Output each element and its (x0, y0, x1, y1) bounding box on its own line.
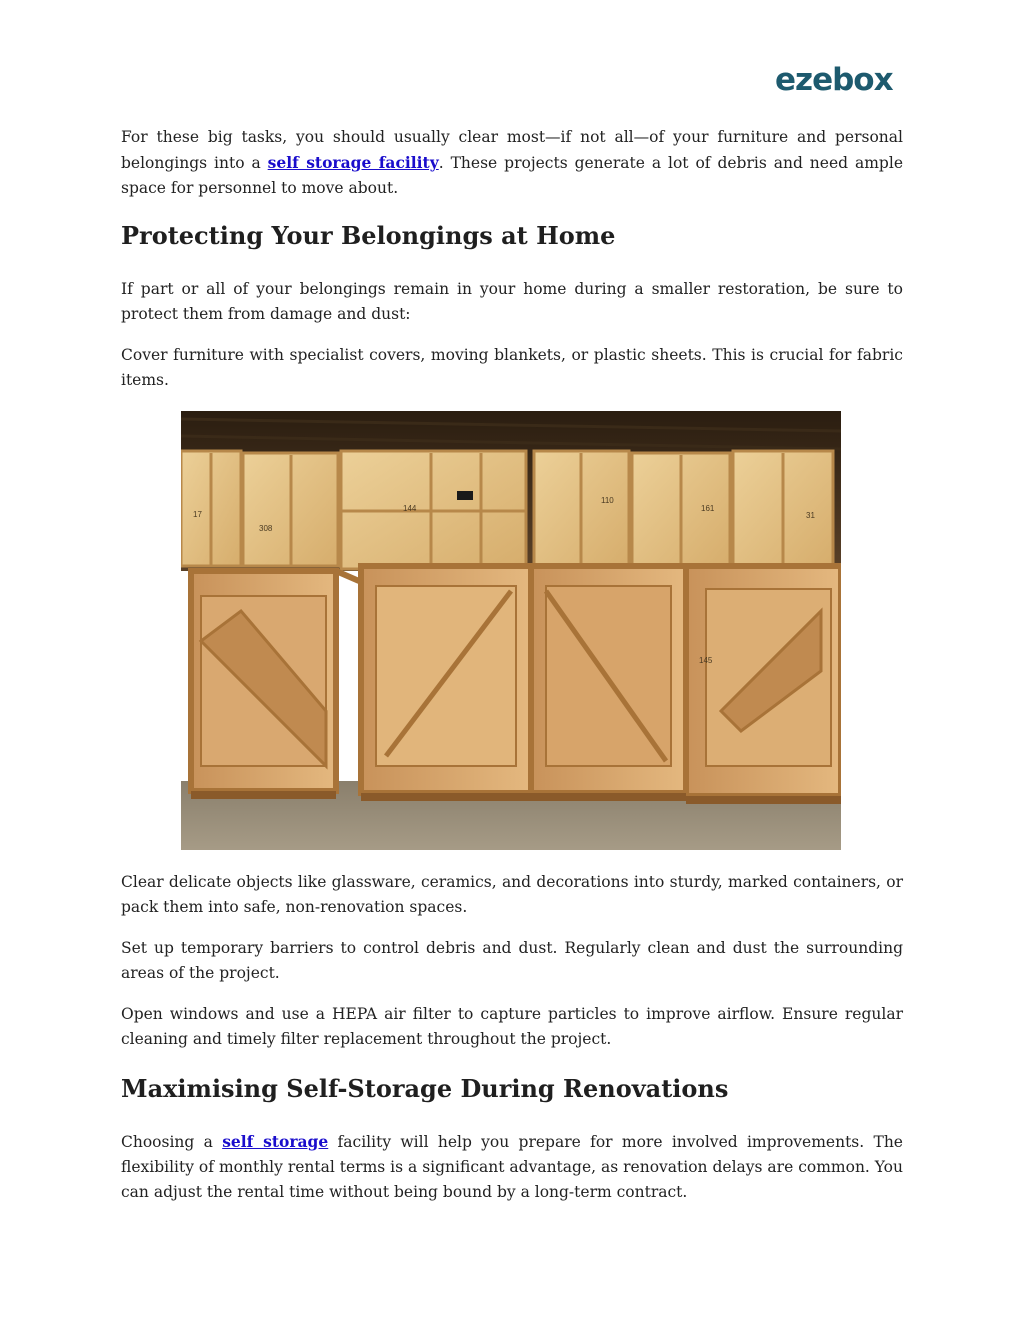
self-storage-link[interactable]: self storage (222, 1132, 329, 1151)
crate-label: 31 (806, 511, 815, 520)
intro-text-end: . These projects generate a lot of debris and need ample space for personnel to move about. (121, 154, 903, 197)
heading-maximising-self-storage: Maximising Self-Storage During Renovations (121, 1074, 729, 1103)
choosing-text-end: facility will help you prepare for more involved improvements. The flexibility of monthly rental terms is a significant advantage, as renovation delays are common. You can adjust the rental time without being bound by a long-term contract. (121, 1133, 903, 1201)
windows-paragraph: Open windows and use a HEPA air filter to capture particles to improve airflow. Ensure regular cleaning and timely filter replacement throughout the project. (121, 1005, 903, 1048)
crate-label: 145 (699, 656, 713, 665)
crate-label: 308 (259, 524, 273, 533)
heading-protecting-belongings: Protecting Your Belongings at Home (121, 221, 616, 250)
choosing-paragraph (121, 1129, 903, 1205)
barriers-paragraph: Set up temporary barriers to control debris and dust. Regularly clean and dust the surrounding areas of the project. (121, 939, 903, 982)
intro-paragraph (121, 125, 903, 201)
intro-text-start: For these big tasks, you should usually clear most—if not all—of your furniture and personal belongings into a (121, 128, 903, 172)
protect-intro-paragraph: If part or all of your belongings remain in your home during a smaller restoration, be sure to protect them from damage and dust: (121, 280, 903, 323)
article-content (121, 125, 903, 1205)
crate-label: 17 (193, 510, 202, 519)
cover-furniture-paragraph: Cover furniture with specialist covers, moving blankets, or plastic sheets. This is crucial for fabric items. (121, 346, 903, 389)
crate-label: 144 (403, 504, 417, 513)
crate-label: 110 (601, 496, 614, 505)
storage-crates-photo (181, 411, 841, 850)
self-storage-facility-link[interactable]: self storage facility (267, 153, 439, 172)
ezebox-logo[interactable]: ezebox (775, 62, 893, 98)
choosing-text-start: Choosing a (121, 1133, 223, 1151)
crate-label: 161 (701, 504, 715, 513)
clear-delicate-paragraph: Clear delicate objects like glassware, ceramics, and decorations into sturdy, marked containers, or pack them into safe, non-renovation spaces. (121, 873, 903, 916)
